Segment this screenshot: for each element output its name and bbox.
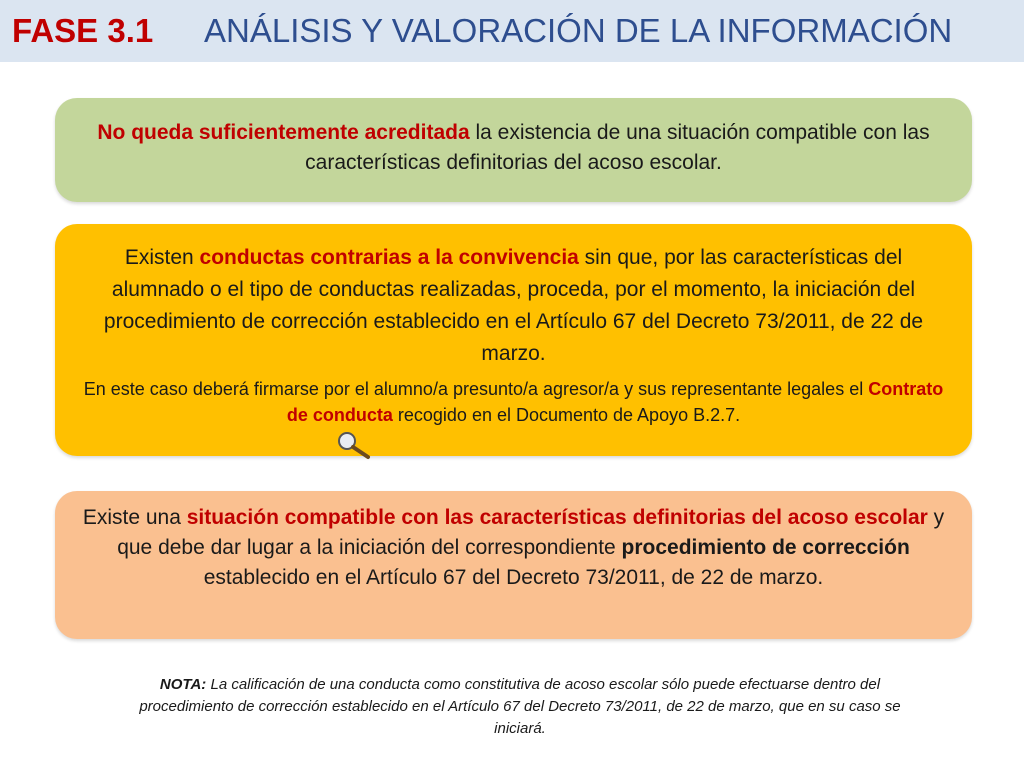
outcome-box-contrary-conduct: [55, 224, 972, 456]
box3-highlight: situación compatible con las características definitorias del acoso escolar: [186, 506, 928, 529]
box3-middle: y que debe dar lugar a la iniciación del correspondiente: [117, 506, 945, 559]
box3-end: establecido en el Artículo 67 del Decreto 73/2011, de 22 de marzo.: [203, 566, 824, 589]
box2-p1-end: sin que, por las características del alumnado o el tipo de conductas realizadas, proceda, por el momento, la iniciación del procedimiento de corrección establecido en el Artículo 67 del Decreto 73/2011, de 22 de marzo.: [103, 246, 924, 365]
box3-bold: procedimiento de corrección: [621, 536, 910, 559]
box2-p1-highlight: conductas contrarias a la convivencia: [199, 246, 579, 269]
note-text: [130, 674, 910, 740]
box2-sub-paragraph: [79, 376, 948, 428]
magnifier-icon[interactable]: [334, 430, 374, 460]
box2-p2-end: recogido en el Documento de Apoyo B.2.7.: [392, 405, 741, 425]
box1-highlight: No queda suficientemente acreditada: [97, 121, 470, 144]
note-label: NOTA:: [159, 676, 207, 693]
outcome-box-bullying-situation: [55, 491, 972, 639]
box3-start: Existe una: [82, 506, 187, 529]
box2-main-paragraph: [79, 242, 948, 370]
outcome-box-not-accredited: [55, 98, 972, 202]
slide-title: ANÁLISIS Y VALORACIÓN DE LA INFORMACIÓN: [204, 12, 953, 49]
box2-p2-start: En este caso deberá firmarse por el alumno/a presunto/a agresor/a y sus representante legales el: [83, 379, 869, 399]
note-body: La calificación de una conducta como constitutiva de acoso escolar sólo puede efectuarse dentro del procedimiento de corrección establecido en el Artículo 67 del Decreto 73/2011, de 22 de marzo, que en su caso se iniciará.: [139, 676, 901, 737]
contrato-de-conducta-link[interactable]: Contrato de conducta: [286, 379, 944, 425]
phase-label: FASE 3.1: [12, 12, 154, 49]
box2-p1-start: Existen: [124, 246, 200, 269]
slide-header: [0, 0, 1024, 62]
box1-text: la existencia de una situación compatible con las características definitorias del acoso escolar.: [305, 121, 930, 174]
